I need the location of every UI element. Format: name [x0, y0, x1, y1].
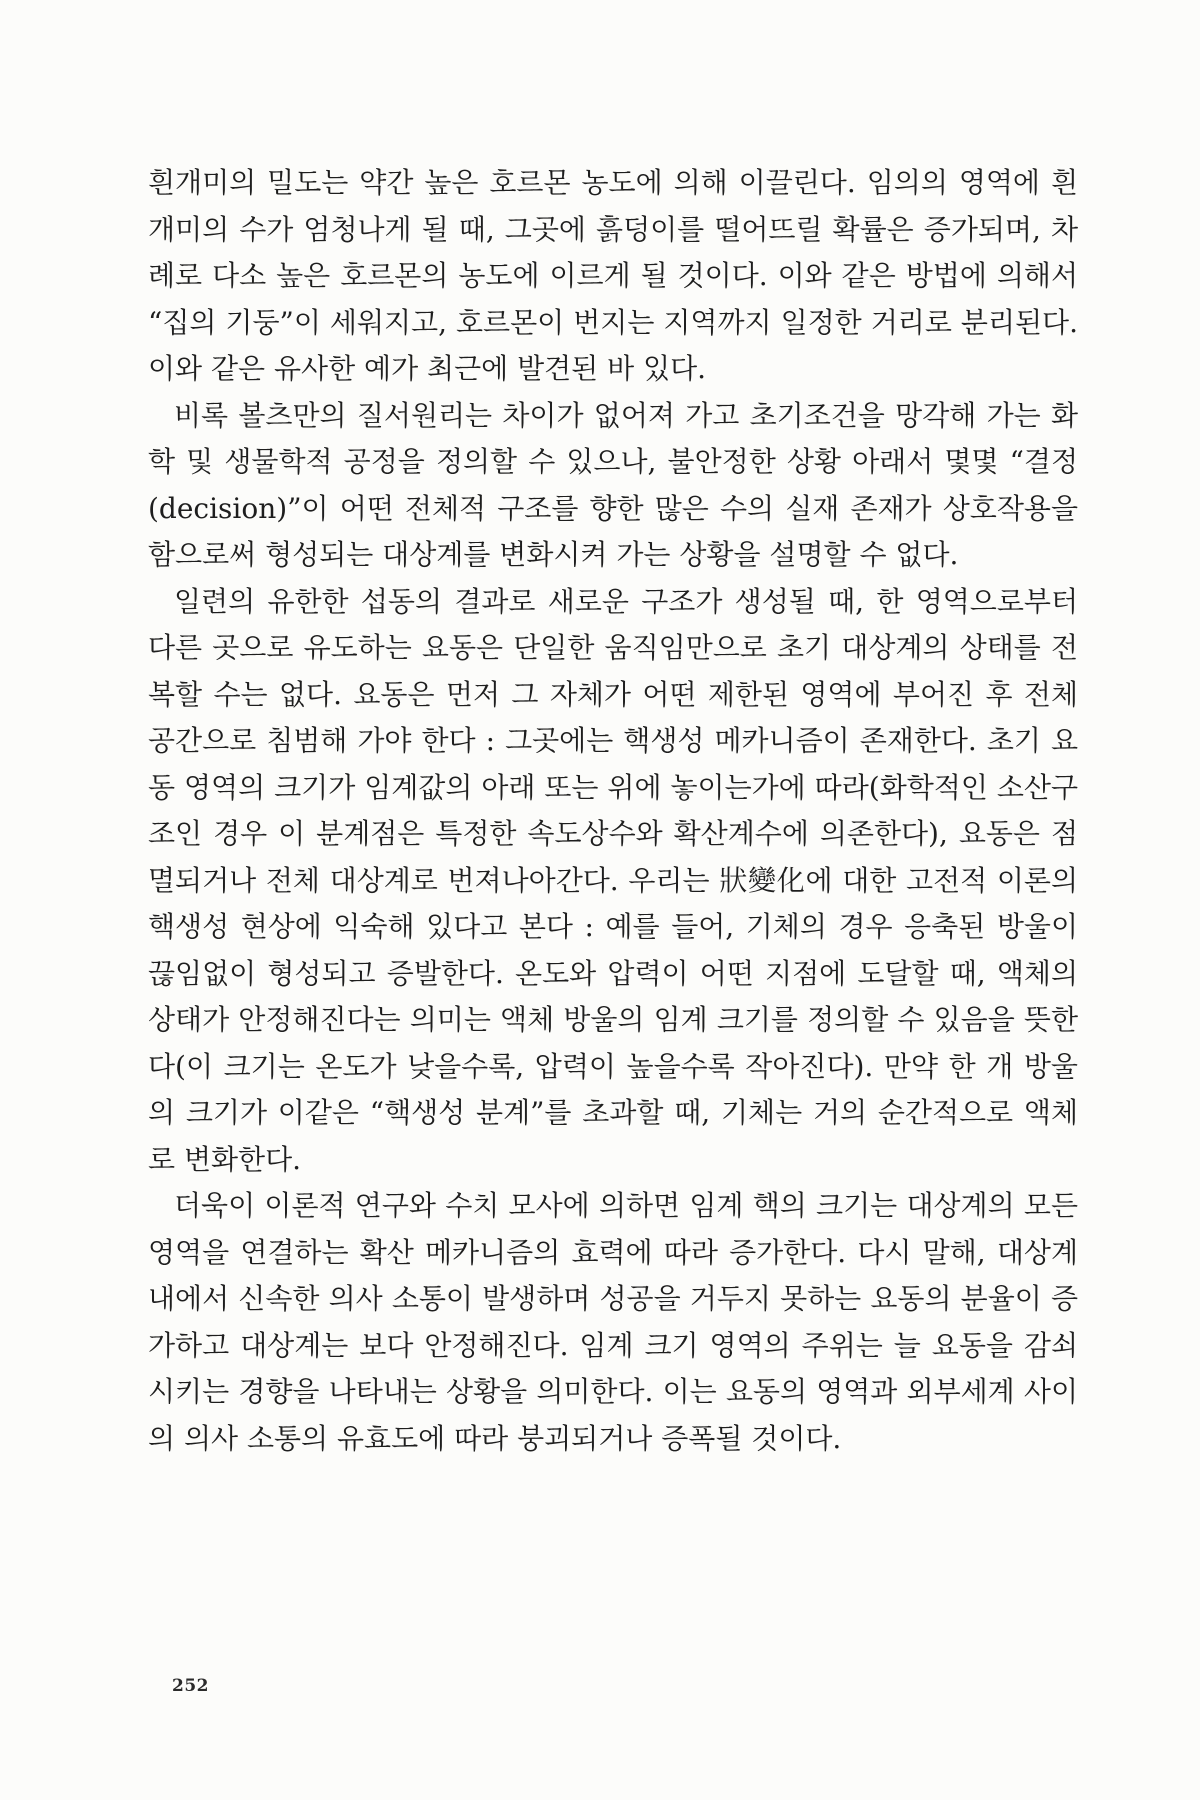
page-number: 252: [172, 1676, 209, 1696]
paragraph-3: 일련의 유한한 섭동의 결과로 새로운 구조가 생성될 때, 한 영역으로부터 다른 곳으로 유도하는 요동은 단일한 움직임만으로 초기 대상계의 상태를 전복할 수는 없다. 요동은 먼저 그 자체가 어떤 제한된 영역에 부어진 후 전체 공간으로 침범해 가야 한다 : 그곳에는 핵생성 메카니즘이 존재한다. 초기 요동 영역의 크기가 임계값의 아래 또는 위에 놓이는가에 따라(화학적인 소산구조인 경우 이 분계점은 특정한 속도상수와 확산계수에 의존한다), 요동은 점멸되거나 전체 대상계로 번져나아간다. 우리는 狀變化에 대한 고전적 이론의 핵생성 현상에 익숙해 있다고 본다 : 예를 들어, 기체의 경우 응축된 방울이 끊임없이 형성되고 증발한다. 온도와 압력이 어떤 지점에 도달할 때, 액체의 상태가 안정해진다는 의미는 액체 방울의 임계 크기를 정의할 수 있음을 뜻한다(이 크기는 온도가 낮을수록, 압력이 높을수록 작아진다). 만약 한 개 방울의 크기가 이같은 “핵생성 분계”를 초과할 때, 기체는 거의 순간적으로 액체로 변화한다.: [148, 584, 1079, 1176]
paragraph-4: 더욱이 이론적 연구와 수치 모사에 의하면 임계 핵의 크기는 대상계의 모든 영역을 연결하는 확산 메카니즘의 효력에 따라 증가한다. 다시 말해, 대상계 내에서 신속한 의사 소통이 발생하며 성공을 거두지 못하는 요동의 분율이 증가하고 대상계는 보다 안정해진다. 임계 크기 영역의 주위는 늘 요동을 감쇠시키는 경향을 나타내는 상황을 의미한다. 이는 요동의 영역과 외부세계 사이의 의사 소통의 유효도에 따라 붕괴되거나 증폭될 것이다.: [148, 1189, 1078, 1455]
body-text: [148, 160, 1078, 1462]
paragraph-2: 비록 볼츠만의 질서원리는 차이가 없어져 가고 초기조건을 망각해 가는 화학 및 생물학적 공정을 정의할 수 있으나, 불안정한 상황 아래서 몇몇 “결정(decision)”이 어떤 전체적 구조를 향한 많은 수의 실재 존재가 상호작용을 함으로써 형성되는 대상계를 변화시켜 가는 상황을 설명할 수 없다.: [148, 398, 1078, 571]
paragraph-1: 흰개미의 밀도는 약간 높은 호르몬 농도에 의해 이끌린다. 임의의 영역에 흰개미의 수가 엄청나게 될 때, 그곳에 흙덩이를 떨어뜨릴 확률은 증가되며, 차례로 다소 높은 호르몬의 농도에 이르게 될 것이다. 이와 같은 방법에 의해서 “집의 기둥”이 세워지고, 호르몬이 번지는 지역까지 일정한 거리로 분리된다. 이와 같은 유사한 예가 최근에 발견된 바 있다.: [148, 166, 1078, 385]
